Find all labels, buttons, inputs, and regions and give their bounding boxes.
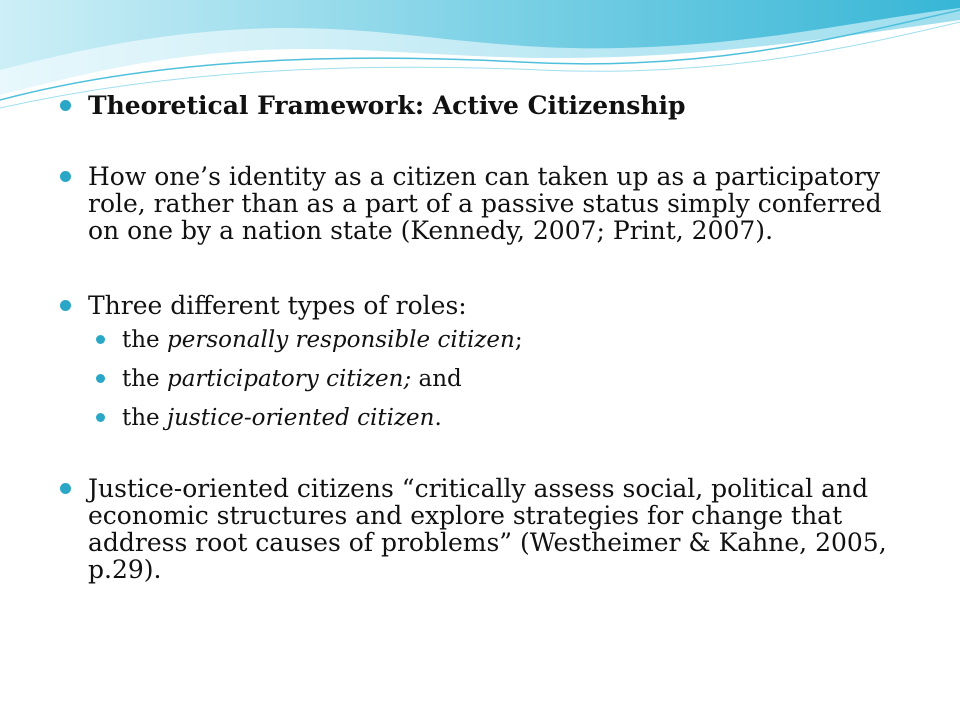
bullet-text: Three different types of roles:	[88, 291, 467, 320]
sub-bullet-emphasis: justice-oriented citizen	[166, 405, 435, 431]
sub-bullet-suffix: .	[434, 405, 442, 431]
sub-bullet-emphasis: participatory citizen;	[166, 366, 412, 392]
sub-bullet-dot-icon	[96, 374, 105, 383]
sub-bullet-prefix: the	[122, 327, 167, 353]
bullet-quote	[60, 475, 920, 583]
bullet-dot-icon	[60, 300, 71, 311]
sub-bullet-dot-icon	[96, 335, 105, 344]
sub-bullet-suffix: ;	[514, 327, 523, 353]
sub-bullet-justice-oriented	[96, 405, 920, 431]
bullet-dot-icon	[60, 100, 71, 111]
sub-bullet-dot-icon	[96, 413, 105, 422]
sub-bullet-prefix: the	[122, 366, 167, 392]
sub-bullet-participatory	[96, 366, 920, 392]
sub-bullet-personally-responsible	[96, 327, 920, 353]
bullet-roles	[60, 292, 920, 319]
bullet-text: Theoretical Framework: Active Citizenship	[88, 91, 686, 120]
bullet-title	[60, 92, 920, 119]
bullet-dot-icon	[60, 171, 71, 182]
bullet-definition	[60, 163, 920, 244]
roles-sub-list	[96, 327, 920, 431]
sub-bullet-prefix: the	[122, 405, 167, 431]
slide-content	[60, 92, 920, 583]
sub-bullet-emphasis: personally responsible citizen	[166, 327, 515, 353]
bullet-text: How one’s identity as a citizen can taken up as a participatory role, rather than as a part of a passive status simply conferred on one by a nation state (Kennedy, 2007; Print, 2007).	[88, 162, 882, 245]
bullet-text: Justice-oriented citizens “critically assess social, political and economic structures and explore strategies for change that address root causes of problems” (Westheimer & Kahne, 2005, p.29).	[88, 474, 887, 584]
bullet-dot-icon	[60, 483, 71, 494]
sub-bullet-suffix: and	[411, 366, 462, 392]
